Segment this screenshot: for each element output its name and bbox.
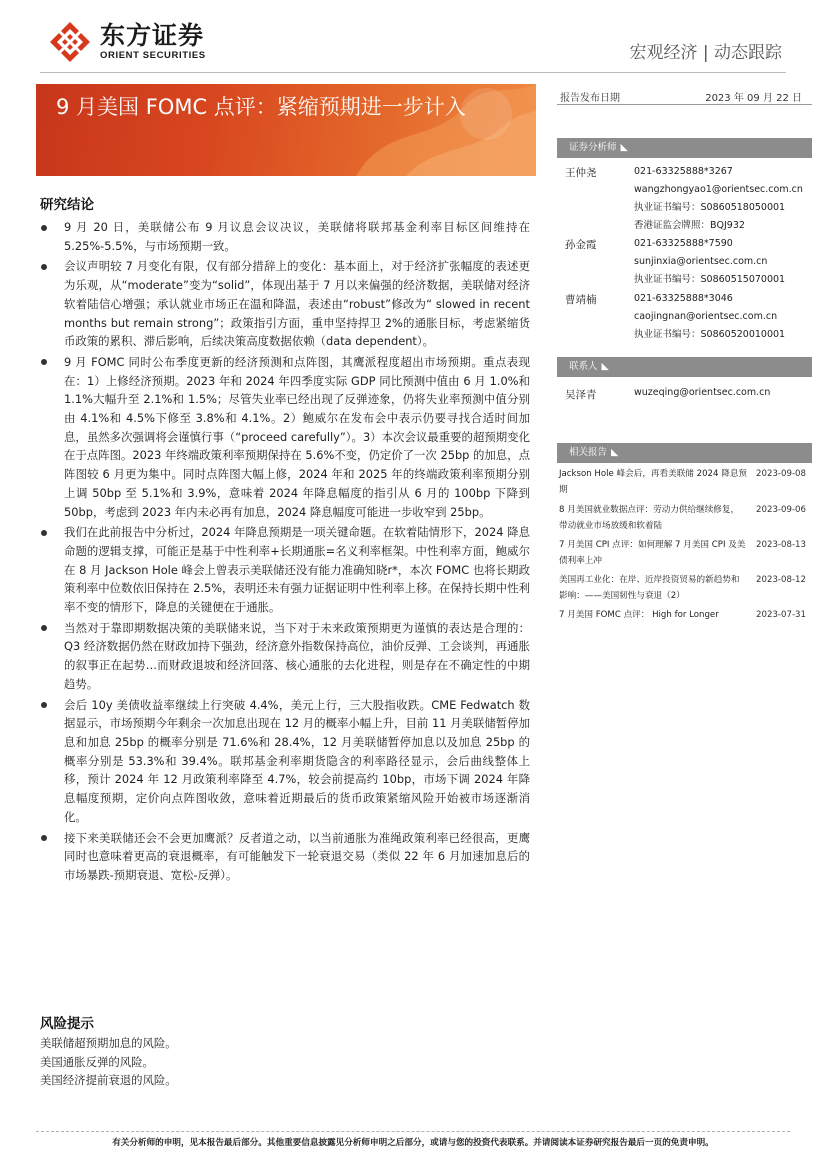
list-item	[40, 696, 530, 827]
analyst-card	[557, 290, 812, 344]
risk-list	[40, 1034, 520, 1090]
related-reports-header-label: 相关报告	[569, 447, 608, 458]
list-item	[40, 523, 530, 617]
logo-english-name: ORIENT SECURITIES	[100, 50, 206, 61]
analyst-license: 执业证书编号：S0860520010001	[634, 329, 786, 340]
list-item	[40, 353, 530, 521]
related-report-item[interactable]	[557, 502, 812, 534]
analyst-phone: 021-63325888*7590	[634, 238, 733, 249]
publish-date: 2023 年 09 月 22 日	[705, 93, 802, 104]
related-report-item[interactable]	[557, 466, 812, 498]
analyst-email[interactable]: caojingnan@orientsec.com.cn	[634, 311, 778, 322]
risk-heading: 风险提示	[40, 1016, 94, 1032]
bullet-icon	[41, 264, 47, 270]
conclusion-heading: 研究结论	[40, 197, 94, 213]
bullet-icon	[41, 702, 47, 708]
related-report-title[interactable]: 美国再工业化：在岸、近岸投资贸易的新趋势和影响：——美国韧性与衰退（2）	[559, 575, 740, 601]
bullet-icon	[41, 835, 47, 841]
report-type: 宏观经济 | 动态跟踪	[629, 43, 782, 63]
related-reports-list	[557, 466, 812, 623]
analyst-hk-license: 香港证监会牌照：BQJ932	[634, 220, 745, 231]
related-report-date: 2023-09-08	[756, 469, 806, 479]
analyst-name: 孙金霞	[565, 239, 597, 251]
list-item	[40, 218, 530, 255]
title-banner	[36, 84, 536, 176]
contacts-header-label: 联系人	[569, 361, 598, 372]
bullet-icon	[41, 359, 47, 365]
bullet-icon	[41, 225, 47, 231]
analyst-phone: 021-63325888*3267	[634, 166, 733, 177]
footer-disclaimer: 有关分析师的申明，见本报告最后部分。其他重要信息披露见分析师申明之后部分，或请与您的投资代表联系。并请阅读本证券研究报告最后一页的免责申明。	[112, 1138, 714, 1148]
list-item	[40, 619, 530, 694]
risk-item: 美国经济提前衰退的风险。	[40, 1073, 177, 1088]
bullet-text: 接下来美联储还会不会更加鹰派？反者道之动，以当前通胀为准绳政策利率已经很高，更鹰同时也意味着更高的衰退概率，有可能触发下一轮衰退交易（类似 22 年 6 月加速加息后的市场暴跌-预期衰退、宽松-反弹）。	[64, 830, 530, 882]
bullet-icon	[41, 530, 47, 536]
dots-icon: ◣	[601, 361, 610, 372]
analysts-header	[557, 138, 812, 158]
related-report-item[interactable]	[557, 572, 812, 604]
related-reports-header	[557, 443, 812, 463]
analysts-header-label: 证券分析师	[569, 142, 617, 153]
related-report-title[interactable]: 7 月美国 CPI 点评：如何理解 7 月美国 CPI 及美债利率上冲	[559, 540, 746, 566]
analyst-phone: 021-63325888*3046	[634, 293, 733, 304]
analyst-license: 执业证书编号：S0860515070001	[634, 274, 786, 285]
related-report-date: 2023-07-31	[756, 610, 806, 620]
related-report-item[interactable]	[557, 537, 812, 569]
analyst-email[interactable]: wangzhongyao1@orientsec.com.cn	[634, 184, 803, 195]
contact-name: 吴泽青	[565, 389, 597, 401]
list-item	[40, 257, 530, 351]
orient-securities-logo-icon	[48, 20, 92, 64]
analyst-card	[557, 163, 812, 233]
risk-item: 美联储超预期加息的风险。	[40, 1036, 177, 1050]
analyst-name: 王仲尧	[565, 167, 597, 179]
related-report-date: 2023-08-12	[756, 575, 806, 585]
logo-chinese-name: 东方证券	[100, 21, 205, 50]
related-report-title[interactable]: 7 月美国 FOMC 点评： High for Longer	[559, 610, 719, 620]
bullet-text: 我们在此前报告中分析过，2024 年降息预期是一项关键命题。在软着陆情形下，2024 降息命题的逻辑支撑，可能正是基于中性利率+长期通胀=名义利率框架。中性利率方面，鲍威尔在 8 月 Jackson Hole 峰会上曾表示美联储还没有能力准确知晓r*，本次 FOMC 也将长期政策利率中位数依旧保持在 2.5%，表明还未有强力证据证明中性利率上移。在保持长期中性利率不变的情形下，降息的关键便在于通胀。	[64, 525, 530, 615]
contacts-header	[557, 357, 812, 377]
dots-icon: ◣	[620, 142, 629, 153]
bullet-text: 会后 10y 美债收益率继续上行突破 4.4%，美元上行，三大股指收跌。CME Fedwatch 数据显示，市场预期今年剩余一次加息出现在 12 月的概率小幅上升，目前 11 月美联储暂停加息和加息 25bp 的概率分别是 71.6%和 28.4%，12 月美联储暂停加息以及加息 25bp 的概率分别是 53.3%和 39.4%。联邦基金利率期货隐含的利率路径显示，会后曲线整体上移，预计 2024 年 12 月政策利率降至 4.7%，较会前提高约 10bp，市场下调 2024 年降息幅度预期，定价向点阵图收敛，意味着近期最后的货币政策紧缩风险开始被市场逐渐消化。	[64, 697, 530, 824]
bullet-text: 当然对于靠即期数据决策的美联储来说，当下对于未来政策预期更为谨慎的表达是合理的：Q3 经济数据仍然在财政加持下强劲，经济意外指数保持高位，油价反弹、工会谈判，再通胀的叙事正在起势…而财政退坡和经济回落、核心通胀的去化进程，则是存在不确定性的中期趋势。	[64, 620, 530, 691]
bullet-text: 会议声明较 7 月变化有限，仅有部分措辞上的变化：基本面上，对于经济扩张幅度的表述更为乐观，从“moderate”变为“solid”，体现出基于 7 月以来偏强的经济数据，美联储对经济软着陆信心增强；承认就业市场正在温和降温，表述由“robust”修改为“ slowed in recent months but remain strong”；政策指引方面，重申坚持捍卫 2%的通胀目标，考虑紧缩货币政策的累积、滞后影响，后续决策高度数据依赖（data dependent）。	[64, 259, 530, 349]
related-report-title[interactable]: 8 月美国就业数据点评：劳动力供给继续修复，带动就业市场放缓和软着陆	[559, 505, 740, 531]
company-logo	[48, 20, 206, 64]
list-item	[40, 829, 530, 885]
footer-divider	[36, 1131, 790, 1132]
analyst-name: 曹靖楠	[565, 294, 597, 306]
bullet-text: 9 月 20 日，美联储公布 9 月议息会议决议，美联储将联邦基金利率目标区间维持在 5.25%-5.5%，与市场预期一致。	[64, 220, 530, 253]
related-report-date: 2023-08-13	[756, 540, 806, 550]
related-report-item[interactable]	[557, 607, 812, 623]
header-divider	[40, 72, 786, 73]
analyst-card	[557, 235, 812, 289]
related-report-date: 2023-09-06	[756, 505, 806, 515]
bullet-icon	[41, 625, 47, 631]
analyst-license: 执业证书编号：S0860518050001	[634, 202, 786, 213]
contact-email[interactable]: wuzeqing@orientsec.com.cn	[634, 387, 771, 398]
publish-date-divider	[557, 104, 812, 105]
dots-icon: ◣	[611, 447, 620, 458]
analyst-email[interactable]: sunjinxia@orientsec.com.cn	[634, 256, 768, 267]
report-title: 9 月美国 FOMC 点评：紧缩预期进一步计入	[56, 95, 466, 119]
bullet-text: 9 月 FOMC 同时公布季度更新的经济预测和点阵图，其鹰派程度超出市场预期。重点表现在：1）上修经济预期。2023 年和 2024 年四季度实际 GDP 同比预测中值由 6 月 1.0%和 1.1%大幅升至 2.1%和 1.5%；尽管失业率已经出现了反弹迹象，仍将失业率预测中值分别由 4.1%和 4.5%下修至 3.8%和 4.1%。2）鲍威尔在发布会中表示仍要寻找合适时间加息，虽然多次强调将会谨慎行事（“proceed carefully”）。3）本次会议最重要的超预期变化在于点阵图。2023 年终端政策利率预期保持在 5.6%不变，仍定价了一次 25bp 的加息，点阵图较 6 月更为集中。同时点阵图大幅上修，2024 年和 2025 年的终端政策利率预期分别上调 50bp 至 5.1%和 3.9%，意味着 2024 年降息幅度的指引从 6 月的 100bp 下降到 50bp，考虑到 2023 年内未必再有加息，2024 降息幅度可能进一步收窄到 25bp。	[64, 354, 530, 519]
related-report-title[interactable]: Jackson Hole 峰会后，再看美联储 2024 降息预期	[559, 469, 748, 495]
risk-item: 美国通胀反弹的风险。	[40, 1054, 154, 1069]
publish-date-label: 报告发布日期	[560, 93, 620, 104]
conclusion-list	[40, 218, 530, 887]
